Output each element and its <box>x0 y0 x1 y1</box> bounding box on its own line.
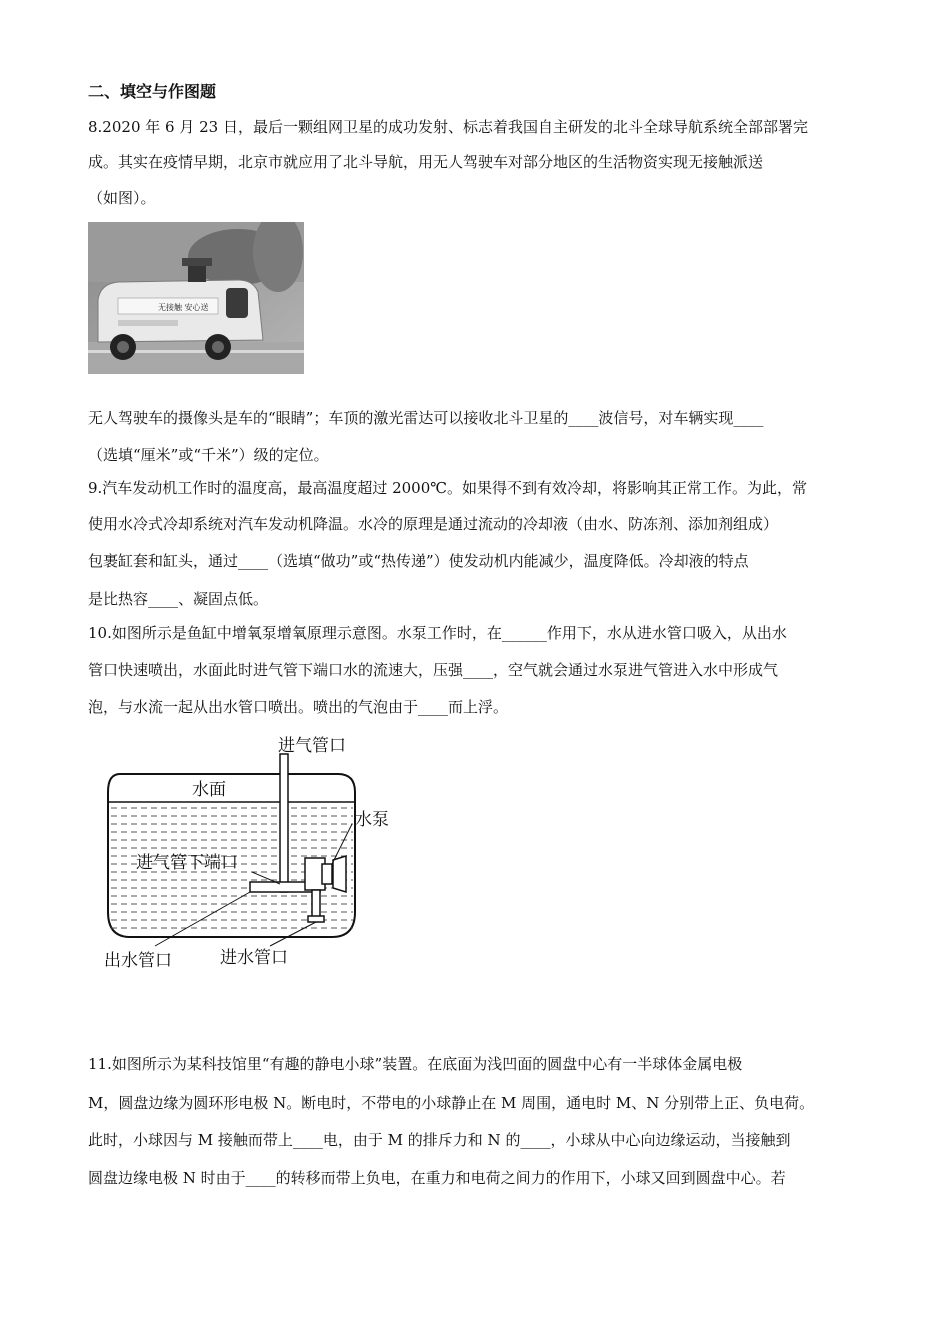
label-water-surface: 水面 <box>192 780 226 800</box>
q9-line-3: 包裹缸套和缸头，通过____（选填“做功”或“热传递”）使发动机内能减少，温度降低。冷却液的特点 <box>88 552 749 570</box>
q8-line-3: （如图）。 <box>88 189 156 207</box>
label-pump: 水泵 <box>355 810 389 830</box>
aquarium-pump-diagram <box>100 732 410 977</box>
q11-line-4: 圆盘边缘电极 N 时由于____的转移而带上负电，在重力和电荷之间力的作用下，小球又回到圆盘中心。若 <box>88 1169 786 1187</box>
label-air-inlet: 进气管口 <box>278 736 346 756</box>
pump-cap <box>322 864 332 884</box>
section-heading: 二、填空与作图题 <box>88 82 217 101</box>
water-inlet-mouth <box>308 916 324 922</box>
vehicle-sign-text: 无接触 安心送 <box>158 303 209 312</box>
label-water-outlet: 出水管口 <box>104 951 172 971</box>
q9-line-4: 是比热容____、凝固点低。 <box>88 590 269 608</box>
q10-line-2: 管口快速喷出，水面此时进气管下端口水的流速大，压强____，空气就会通过水泵进气管进入水中形成气 <box>88 661 779 679</box>
pump-mount <box>333 856 346 892</box>
q9-line-2: 使用水冷式冷却系统对汽车发动机降温。水冷的原理是通过流动的冷却液（由水、防冻剂、添加剂组成） <box>88 515 779 533</box>
q11-line-2: M，圆盘边缘为圆环形电极 N。断电时，不带电的小球静止在 M 周围，通电时 M、N 分别带上正、负电荷。 <box>88 1094 815 1112</box>
q9-line-1: 9.汽车发动机工作时的温度高，最高温度超过 2000℃。如果得不到有效冷却，将影响其正常工作。为此，常 <box>88 479 808 497</box>
q10-line-1: 10.如图所示是鱼缸中增氧泵增氧原理示意图。水泵工作时，在______作用下，水从进水管口吸入，从出水 <box>88 624 787 642</box>
label-air-lower-end: 进气管下端口 <box>136 853 238 873</box>
q11-line-3: 此时，小球因与 M 接触而带上____电，由于 M 的排斥力和 N 的____，小球从中心向边缘运动，当接触到 <box>88 1131 791 1149</box>
delivery-vehicle-photo <box>88 222 304 374</box>
label-water-inlet: 进水管口 <box>220 948 288 968</box>
q8-line-5: （选填“厘米”或“千米”）级的定位。 <box>88 446 329 464</box>
q8-line-2: 成。其实在疫情早期，北京市就应用了北斗导航，用无人驾驶车对部分地区的生活物资实现无接触派送 <box>88 153 764 171</box>
q8-line-1: 8.2020 年 6 月 23 日，最后一颗组网卫星的成功发射、标志着我国自主研发的北斗全球导航系统全部部署完 <box>88 118 808 136</box>
q11-line-1: 11.如图所示为某科技馆里“有趣的静电小球”装置。在底面为浅凹面的圆盘中心有一半球体金属电极 <box>88 1055 743 1073</box>
q10-line-3: 泡，与水流一起从出水管口喷出。喷出的气泡由于____而上浮。 <box>88 698 509 716</box>
q8-line-4: 无人驾驶车的摄像头是车的“眼睛”；车顶的激光雷达可以接收北斗卫星的____波信号，对车辆实现____ <box>88 409 764 427</box>
air-inlet-pipe <box>280 754 288 892</box>
